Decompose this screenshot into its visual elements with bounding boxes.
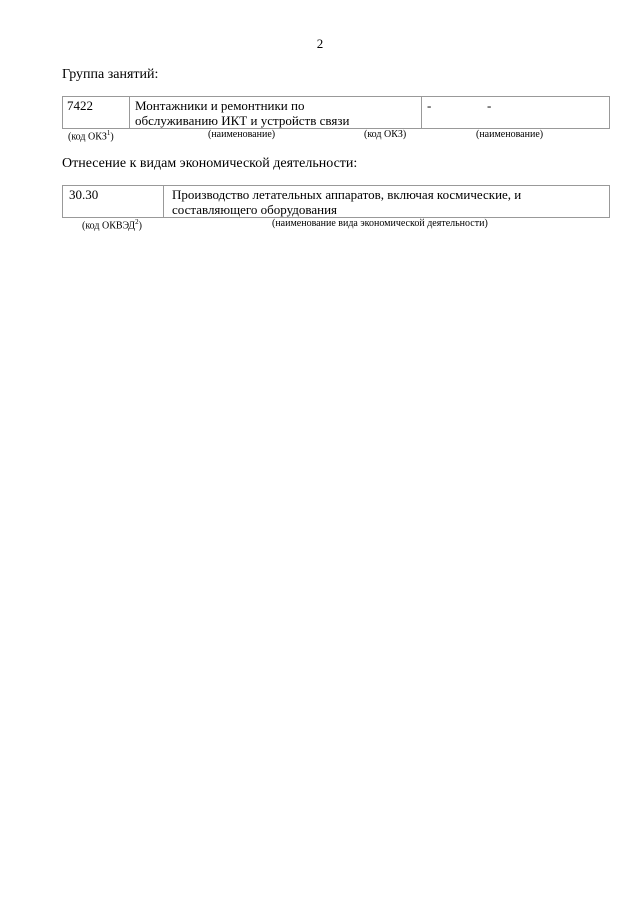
- okz-name-line-1: Монтажники и ремонтники по: [135, 98, 305, 113]
- okved-code-cell: 30.30: [69, 187, 99, 202]
- activity-section-label: Отнесение к видам экономической деятельности:: [62, 156, 358, 171]
- okved-name-cell: [163, 186, 609, 217]
- okz-code-caption-text: (код ОКЗ: [68, 131, 107, 143]
- okved-code-caption: [82, 218, 142, 231]
- okved-name-line-1: Производство летательных аппаратов, включая космические, и: [172, 187, 522, 202]
- okz-name-cell: [129, 97, 421, 128]
- footnote-marker-2: 2: [135, 218, 139, 226]
- okved-name-caption: (наименование вида экономической деятельности): [272, 218, 488, 229]
- group-section-label: Группа занятий:: [62, 67, 159, 82]
- footnote-marker-1: 1: [106, 129, 111, 137]
- okz-name2-cell: -: [487, 98, 492, 113]
- occupation-group-table: [62, 96, 610, 129]
- okz-name2-caption: (наименование): [476, 129, 544, 140]
- okz-code-caption-close: ): [110, 131, 114, 143]
- okz-code2-cell: -: [427, 98, 432, 113]
- okz-code2-caption: (код ОКЗ): [364, 129, 407, 140]
- page-number: 2: [316, 36, 324, 51]
- okved-name-line-2: составляющего оборудования: [172, 202, 338, 217]
- okved-code-caption-close: ): [138, 220, 142, 232]
- okz-name-caption: (наименование): [208, 129, 276, 140]
- okz-name-line-2: обслуживанию ИКТ и устройств связи: [135, 113, 350, 128]
- okved-code-caption-text: (код ОКВЭД: [82, 220, 136, 232]
- okz-code-caption: [68, 129, 114, 142]
- economic-activity-table: [62, 185, 610, 218]
- okz-code-cell: 7422: [67, 98, 93, 113]
